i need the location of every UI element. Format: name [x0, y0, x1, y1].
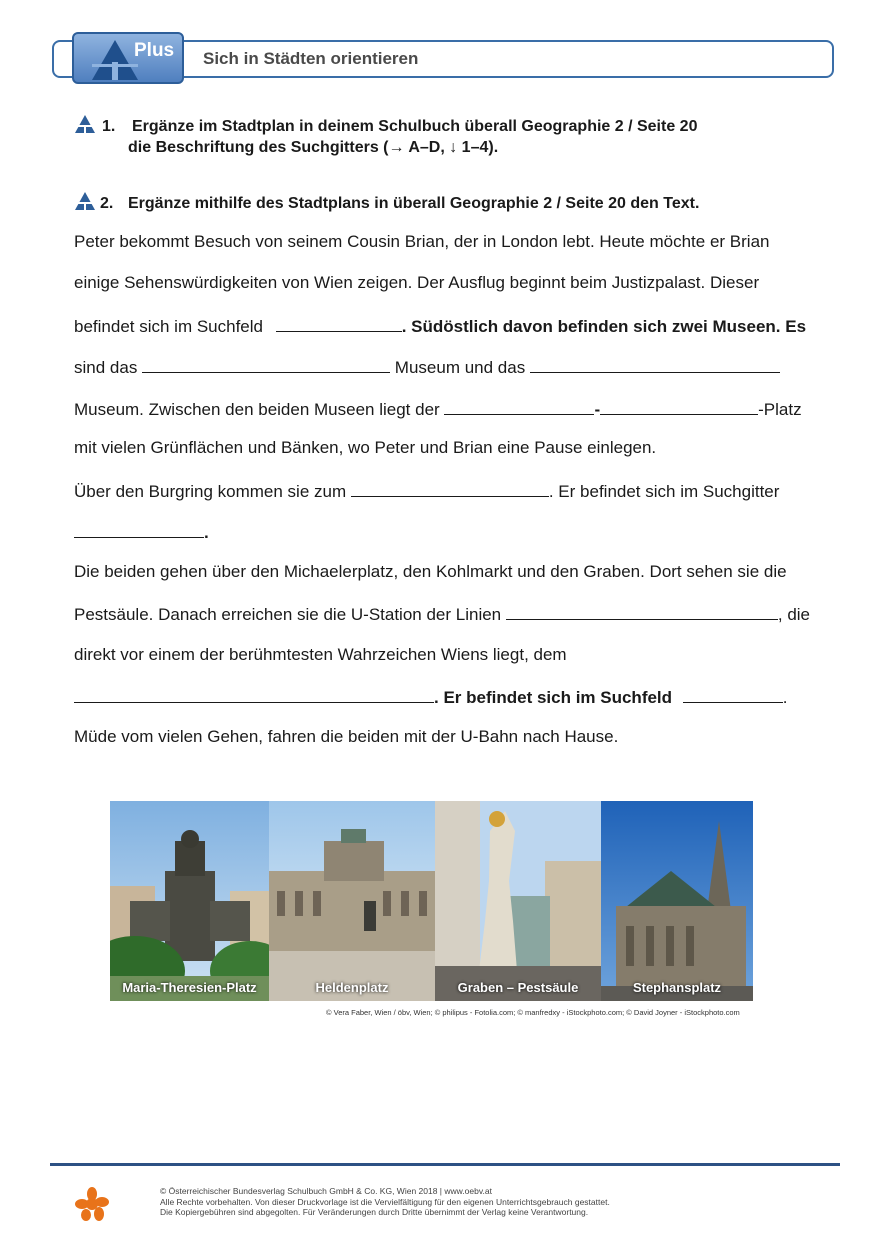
- text-segment: Museum und das: [394, 358, 526, 377]
- text-line: [74, 686, 788, 708]
- task1-line1: Ergänze im Stadtplan in deinem Schulbuch überall Geographie 2 / Seite 20: [132, 118, 698, 135]
- text-line: einige Sehenswürdigkeiten von Wien zeigen. Der Ausflug beginnt beim Justizpalast. Dieser: [74, 273, 760, 292]
- text-line: Müde vom vielen Gehen, fahren die beiden mit der U-Bahn nach Hause.: [74, 727, 619, 746]
- text-line: [74, 356, 780, 378]
- footer-line: © Österreichischer Bundesverlag Schulbuch GmbH & Co. KG, Wien 2018 | www.oebv.at: [160, 1186, 492, 1196]
- photo-caption: Heldenplatz: [315, 980, 389, 995]
- blank-field[interactable]: [142, 356, 390, 373]
- text-segment: Pestsäule. Danach erreichen sie die U-Station der Linien: [74, 605, 502, 624]
- text-line: mit vielen Grünflächen und Bänken, wo Peter und Brian eine Pause einlegen.: [74, 438, 657, 457]
- monument-photo: [110, 801, 269, 1001]
- blank-field[interactable]: [530, 356, 780, 373]
- text-line: [74, 315, 806, 337]
- triangle-logo-icon: [90, 38, 140, 82]
- blank-field[interactable]: [351, 480, 549, 497]
- text-segment: sind das: [74, 358, 138, 377]
- text-line: [74, 603, 810, 625]
- text-line: Peter bekommt Besuch von seinem Cousin Brian, der in London lebt. Heute möchte er Brian: [74, 232, 770, 251]
- footer-line: Alle Rechte vorbehalten. Von dieser Druckvorlage ist die Vervielfältigung für den eigenen Unterrichtsgebrauch gestattet.: [160, 1196, 610, 1207]
- photo-caption: Maria-Theresien-Platz: [122, 980, 257, 995]
- blank-field[interactable]: [444, 398, 594, 415]
- text-segment: -Platz: [758, 400, 802, 419]
- page-title: Sich in Städten orientieren: [203, 49, 419, 68]
- text-line: Die beiden gehen über den Michaelerplatz, den Kohlmarkt und den Graben. Dort sehen sie die: [74, 562, 787, 581]
- text-line: [74, 480, 779, 502]
- text-segment: . Südöstlich davon befinden sich zwei Museen. Es: [401, 317, 807, 336]
- photo-caption: Graben – Pestsäule: [457, 980, 579, 995]
- blank-field[interactable]: [600, 398, 758, 415]
- cathedral-photo: [601, 801, 753, 1001]
- task2-instruction: Ergänze mithilfe des Stadtplans in überall Geographie 2 / Seite 20 den Text.: [128, 195, 700, 212]
- text-segment: . Er befindet sich im Suchgitter: [548, 482, 780, 501]
- blank-field[interactable]: [74, 686, 434, 703]
- text-segment: Museum. Zwischen den beiden Museen liegt der: [74, 400, 440, 419]
- blank-field[interactable]: [506, 603, 778, 620]
- column-photo: [435, 801, 601, 1001]
- text-line: [74, 398, 802, 420]
- text-segment: .: [782, 688, 788, 707]
- photo-strip: [110, 801, 753, 1001]
- photo-stephansplatz: [601, 801, 753, 1001]
- blank-field[interactable]: [276, 315, 402, 332]
- text-line: [74, 521, 209, 543]
- blank-field[interactable]: [74, 521, 204, 538]
- footer-text: [160, 1186, 610, 1218]
- task1-number: 1.: [102, 118, 116, 135]
- text-line: direkt vor einem der berühmtesten Wahrzeichen Wiens liegt, dem: [74, 645, 567, 664]
- photo-maria-theresien-platz: [110, 801, 269, 1001]
- photo-caption: Stephansplatz: [632, 980, 722, 995]
- task-triangle-icon: [75, 192, 95, 210]
- text-segment: -: [594, 400, 601, 419]
- logo-plus-text: Plus: [134, 40, 175, 61]
- task1-line2: die Beschriftung des Suchgitters (→ A–D, ↓ 1–4).: [128, 139, 499, 156]
- task-triangle-icon: [75, 115, 95, 133]
- oebv-logo-icon: [74, 1186, 110, 1222]
- photo-credit: © Vera Faber, Wien / öbv, Wien; © philipus - Fotolia.com; © manfredxy - iStockphoto.com; © David Joyner - iStockphoto.com: [326, 1008, 740, 1017]
- photo-heldenplatz: [269, 801, 435, 1001]
- text-segment: .: [204, 523, 209, 542]
- palace-photo: [269, 801, 435, 1001]
- text-segment: , die: [777, 605, 811, 624]
- footer-line: Die Kopiergebühren sind abgegolten. Für Veränderungen durch Dritte übernimmt der Verlag keine Verantwortung.: [160, 1207, 589, 1217]
- footer-rule: [50, 1163, 840, 1166]
- blank-field[interactable]: [683, 686, 783, 703]
- photo-graben-pestsaeule: [435, 801, 601, 1001]
- plus-logo: [72, 32, 184, 84]
- text-segment: Über den Burgring kommen sie zum: [74, 482, 347, 501]
- text-segment: . Er befindet sich im Suchfeld: [434, 688, 673, 707]
- task2-number: 2.: [100, 195, 114, 212]
- text-segment: befindet sich im Suchfeld: [74, 317, 263, 336]
